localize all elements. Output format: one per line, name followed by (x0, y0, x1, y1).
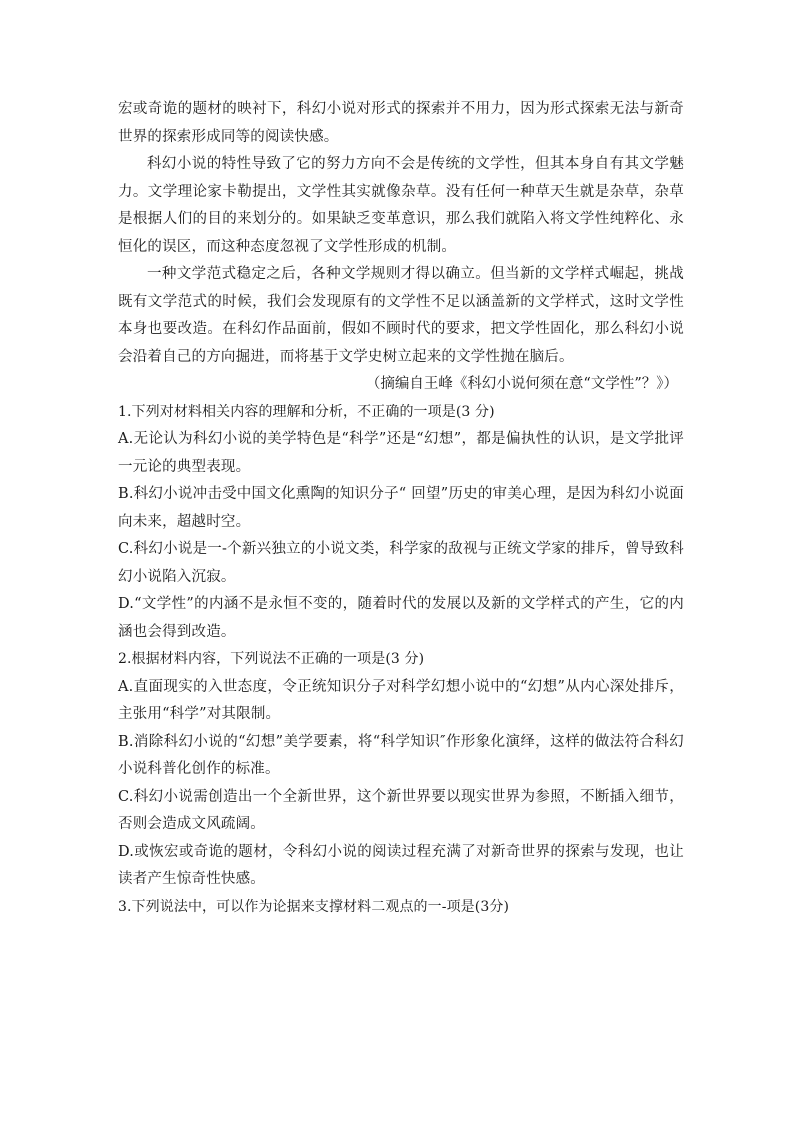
passage-paragraph-2: 科幻小说的特性导致了它的努力方向不会是传统的文学性，但其本身自有其文学魅力。文学理论家卡勒提出，文学性其实就像杂草。没有任何一种草天生就是杂草，杂草是根据人们的目的来划分的。如果缺乏变革意识，那么我们就陷入将文学性纯粹化、永恒化的误区，而这种态度忽视了文学性形成的机制。 (118, 156, 684, 255)
question-2-option-c: C.科幻小说需创造出一个全新世界，这个新世界要以现实世界为参照，不断插入细节，否则会造成文风疏阔。 (118, 788, 684, 832)
question-2-option-b: B.消除科幻小说的“幻想”美学要素，将“科学知识″作形象化演绎，这样的做法符合科幻小说科普化创作的标准。 (118, 733, 684, 777)
question-1-option-a: A.无论认为科幻小说的美学特色是“科学”还是“幻想”，都是偏执性的认识，是文学批评一元论的典型表现。 (118, 431, 684, 475)
question-1-option-c: C.科幻小说是一-个新兴独立的小说文类，科学家的敌视与正统文学家的排斥，曾导致科幻小说陷入沉寂。 (118, 541, 684, 585)
question-1-option-b: B.科幻小说冲击受中国文化熏陶的知识分子“ 回望”历史的审美心理，是因为科幻小说面向未来，超越时空。 (118, 486, 684, 530)
passage-paragraph-1: 宏或奇诡的题材的映衬下，科幻小说对形式的探索并不用力，因为形式探索无法与新奇世界的探索形成同等的阅读快感。 (118, 101, 684, 145)
passage-source: （摘编自王峰《科幻小说何须在意“文学性”？》） (365, 376, 678, 392)
document-page (118, 96, 684, 921)
question-3-stem: 3.下列说法中，可以作为论据来支撑材料二观点的一-项是(3分) (118, 898, 510, 915)
question-2-option-d: D.或恢宏或奇诡的题材，令科幻小说的阅读过程充满了对新奇世界的探索与发现，也让读者产生惊奇性快感。 (118, 843, 684, 887)
question-1-stem: 1.下列对材料相关内容的理解和分析，不正确的一项是(3 分) (118, 403, 495, 420)
question-2-option-a: A.直面现实的入世态度，令正统知识分子对科学幻想小说中的“幻想”从内心深处排斥，主张用“科学”对其限制。 (118, 678, 684, 722)
question-1-option-d: D.“文学性”的内涵不是永恒不变的，随着时代的发展以及新的文学样式的产生，它的内涵也会得到改造。 (118, 596, 684, 640)
question-2-stem: 2.根据材料内容，下列说法不正确的一项是(3 分) (118, 651, 425, 667)
passage-paragraph-3: 一种文学范式稳定之后，各种文学规则才得以确立。但当新的文学样式崛起，挑战既有文学范式的时候，我们会发现原有的文学性不足以涵盖新的文学样式，这时文学性本身也要改造。在科幻作品面前，假如不顾时代的要求，把文学性固化，那么科幻小说会沿着自己的方向掘进，而将基于文学史树立起来的文学性抛在脑后。 (118, 266, 684, 365)
